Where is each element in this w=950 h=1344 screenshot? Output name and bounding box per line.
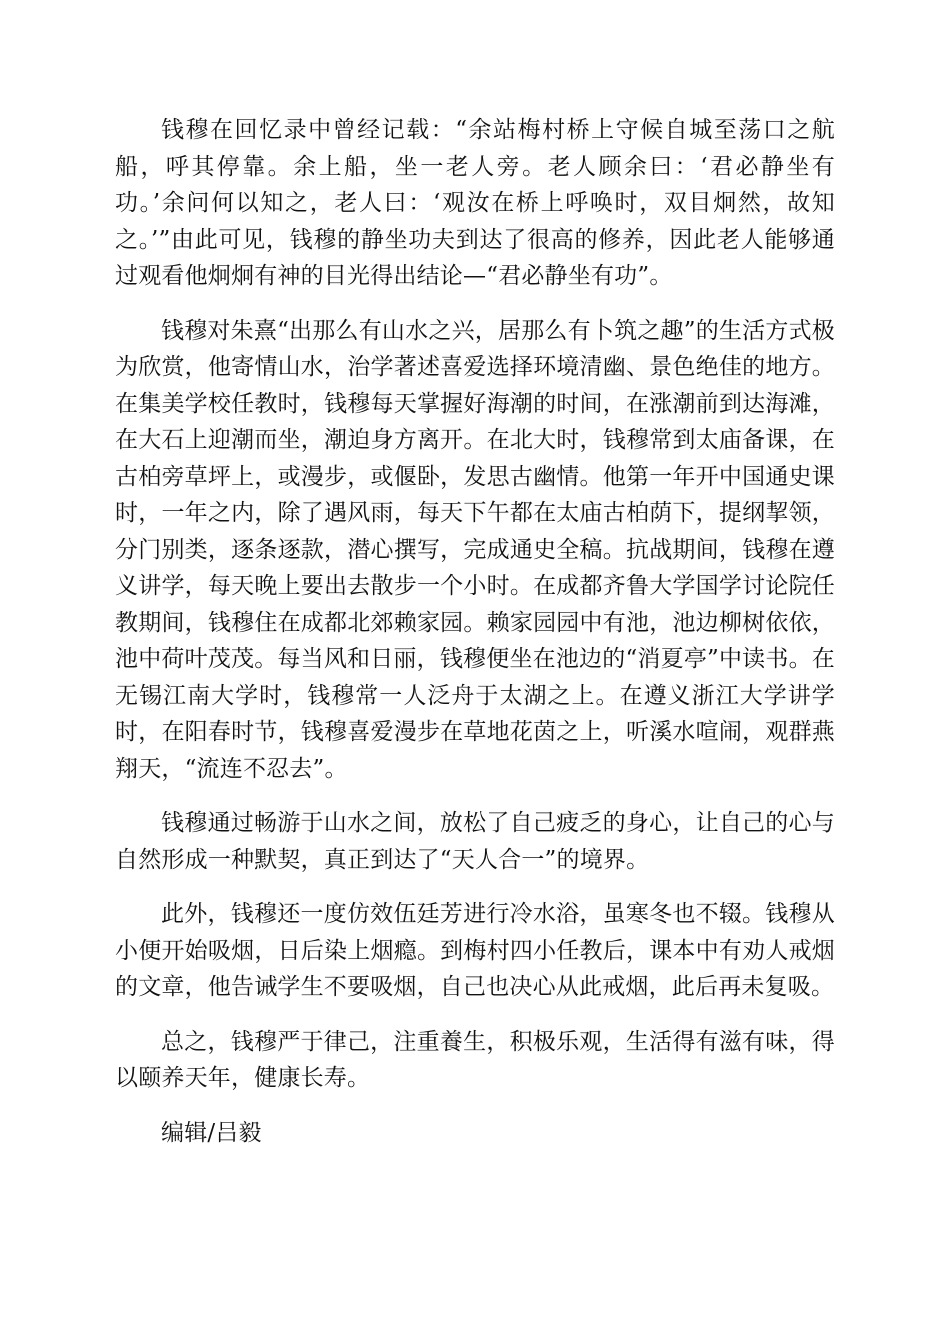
paragraph-harmony: 钱穆通过畅游于山水之间，放松了自己疲乏的身心，让自己的心与自然形成一种默契，真正到达了“天人合一”的境界。 [115, 810, 835, 873]
paragraph-landscape: 钱穆对朱熹“出那么有山水之兴，居那么有卜筑之趣”的生活方式极为欣赏，他寄情山水，治学著述喜爱选择环境清幽、景色绝佳的地方。在集美学校任教时，钱穆每天掌握好海潮的时间，在涨潮前到达海滩，在大石上迎潮而坐，潮迫身方离开。在北大时，钱穆常到太庙备课，在古柏旁草坪上，或漫步，或偃卧，发思古幽情。他第一年开中国通史课时，一年之内，除了遇风雨，每天下午都在太庙古柏荫下，提纲挈领，分门别类，逐条逐款，潜心撰写，完成通史全稿。抗战期间，钱穆在遵义讲学，每天晚上要出去散步一个小时。在成都齐鲁大学国学讨论院任教期间，钱穆住在成都北郊赖家园。赖家园园中有池，池边柳树依依，池中荷叶茂茂。每当风和日丽，钱穆便坐在池边的“消夏亭”中读书。在无锡江南大学时，钱穆常一人泛舟于太湖之上。在遵义浙江大学讲学时，在阳春时节，钱穆喜爱漫步在草地花茵之上，听溪水喧闹，观群燕翔天，“流连不忍去”。 [115, 317, 835, 782]
paragraph-habits: 此外，钱穆还一度仿效伍廷芳进行冷水浴，虽寒冬也不辍。钱穆从小便开始吸烟，日后染上烟瘾。到梅村四小任教后，课本中有劝人戒烟的文章，他告诫学生不要吸烟，自己也决心从此戒烟，此后再未复吸。 [115, 901, 835, 1000]
article-body [115, 112, 835, 1169]
paragraph-recollection: 钱穆在回忆录中曾经记载：“余站梅村桥上守候自城至荡口之航船，呼其停靠。余上船，坐一老人旁。老人顾余曰：‘君必静坐有功。’余问何以知之，老人曰：‘观汝在桥上呼唤时，双目炯然，故知之。’”由此可见，钱穆的静坐功夫到达了很高的修养，因此老人能够通过观看他炯炯有神的目光得出结论—“君必静坐有功”。 [115, 117, 835, 289]
paragraph-conclusion: 总之，钱穆严于律己，注重養生，积极乐观，生活得有滋有味，得以颐养天年，健康长寿。 [115, 1028, 835, 1091]
editor-credit: 编辑/吕毅 [161, 1119, 262, 1146]
